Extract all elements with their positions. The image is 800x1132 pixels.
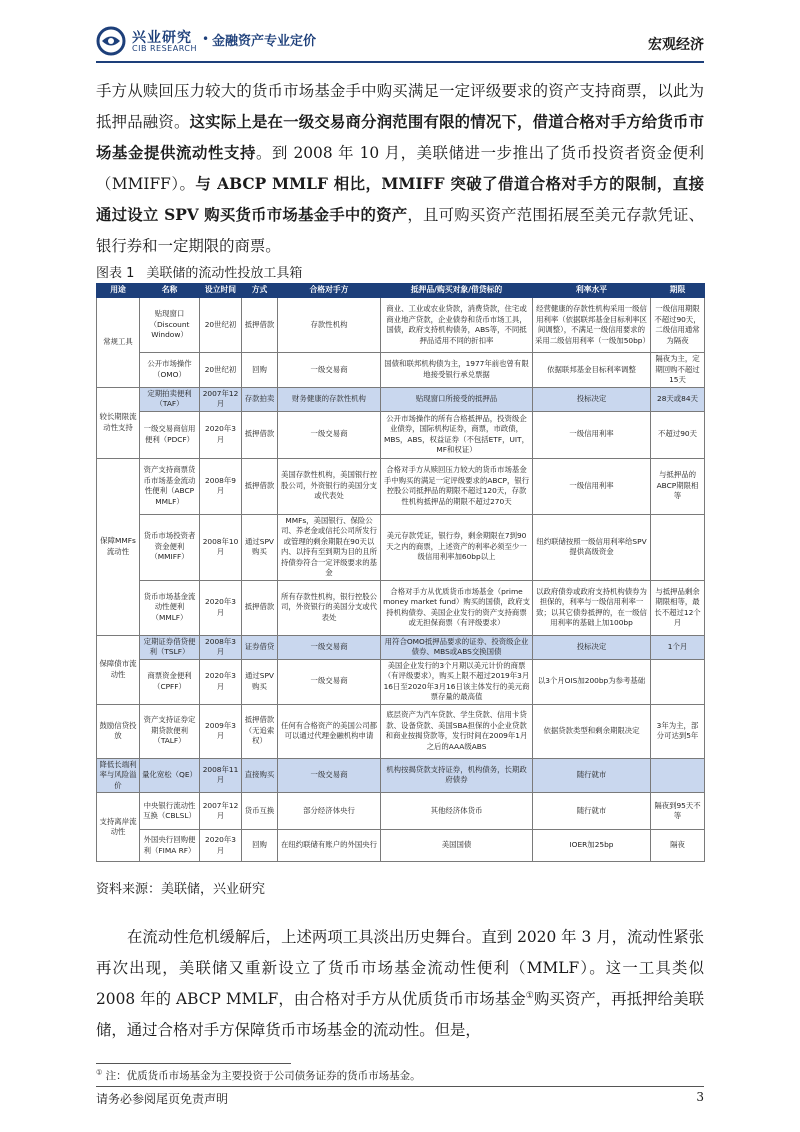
- table-cell: 2020年3月: [200, 580, 242, 635]
- section-name: 宏观经济: [648, 37, 704, 53]
- group-cell: 保障债市流动性: [97, 635, 140, 704]
- table-cell: 量化宽松（QE）: [140, 758, 200, 793]
- table-cell: 抵押借款（无追索权）: [242, 704, 278, 758]
- table-cell: 美国企业发行的3个月期以美元计价的商票（有评级要求），购买上限不超过2019年3月16日至2020年3月16日该主体发行的美元商票存量的最高值: [381, 659, 533, 704]
- table-cell: 2020年3月: [200, 659, 242, 704]
- para1-sentence-5: ，且可购买资产范围拓展至美元存款凭证、银行券和一定期限的商票。: [96, 206, 704, 255]
- table-cell: 在纽约联储有账户的外国央行: [278, 830, 381, 862]
- table-cell: 一级交易商: [278, 411, 381, 458]
- page-number: 3: [696, 1090, 704, 1104]
- para1-sentence-1: 手方从赎回压力较大的货币市场基金手中购买满足一定评级要求的资产支持商票，以此为抵押品融资。: [96, 82, 704, 131]
- para2-text-2: 购买资产，再抵押给美联储，通过合格对手方保障货币市场基金的流动性。但是，: [96, 990, 704, 1039]
- table-cell: 贴现窗口（Discount Window）: [140, 298, 200, 353]
- group-cell: 保障MMFs流动性: [97, 458, 140, 635]
- table-cell: 其他经济体货币: [381, 793, 533, 830]
- table-cell: 2007年12月: [200, 387, 242, 411]
- table-cell: [651, 659, 705, 704]
- table-cell: 隔夜: [651, 830, 705, 862]
- table-cell: 通过SPV购买: [242, 659, 278, 704]
- header-cell: 用途: [97, 284, 140, 298]
- fed-liquidity-tools-table: [96, 283, 705, 862]
- table-cell: 纽约联储按照一级信用利率给SPV提供高级资金: [533, 514, 651, 580]
- table-cell: 抵押借款: [242, 298, 278, 353]
- table-row: [97, 353, 705, 388]
- para1-bold-2: 与 ABCP MMLF 相比，MMIFF 突破了借道合格对手方的限制，直接通过设立 SPV 购买货币市场基金手中的资产: [96, 175, 704, 224]
- table-cell: 贴现窗口所接受的抵押品: [381, 387, 533, 411]
- table-cell: 与抵押品的ABCP期限相等: [651, 458, 705, 514]
- table-cell: 隔夜为主，定期回购不超过15天: [651, 353, 705, 388]
- header-tagline: 金融资产专业定价: [212, 34, 317, 49]
- table-cell: 定期拍卖便利（TAF）: [140, 387, 200, 411]
- group-cell: 常规工具: [97, 298, 140, 388]
- table-cell: 任何有合格资产的美国公司都可以通过代理金融机构申请: [278, 704, 381, 758]
- table-cell: 2008年9月: [200, 458, 242, 514]
- table-row: [97, 298, 705, 353]
- table-cell: 随行就市: [533, 793, 651, 830]
- table-cell: 抵押借款: [242, 411, 278, 458]
- table-cell: 20世纪初: [200, 298, 242, 353]
- table-cell: 20世纪初: [200, 353, 242, 388]
- table-cell: 美国存款性机构，美国银行控股公司，外资银行的美国分支或代表处: [278, 458, 381, 514]
- table-cell: 财务健康的存款性机构: [278, 387, 381, 411]
- header-rule: [96, 61, 704, 63]
- table-cell: 回购: [242, 830, 278, 862]
- table-cell: 存款性机构: [278, 298, 381, 353]
- table-cell: 以政府债券或政府支持机构债券为担保的，利率与一级信用利率一致；以其它债券抵押的，在一级信用利率的基础上加100bp: [533, 580, 651, 635]
- figure-number: 图表 1: [96, 266, 135, 281]
- table-cell: 商票资金便利（CPFF）: [140, 659, 200, 704]
- table-cell: 抵押借款: [242, 580, 278, 635]
- footnote-text: 注：优质货币市场基金为主要投资于公司债务证券的货币市场基金。: [102, 1070, 421, 1082]
- header-separator: •: [202, 32, 210, 46]
- table-row: [97, 387, 705, 411]
- table-cell: 投标决定: [533, 387, 651, 411]
- table-cell: 合格对手方从优质货币市场基金（prime money market fund）购买的国债，政府支持机构债券、美国企业发行的资产支持商票或无担保商票（有评级要求）: [381, 580, 533, 635]
- footer-rule: [96, 1086, 704, 1087]
- body-paragraph-2: [96, 922, 704, 1046]
- table-cell: 2020年3月: [200, 830, 242, 862]
- table-cell: 通过SPV购买: [242, 514, 278, 580]
- table-cell: 直接购买: [242, 758, 278, 793]
- brand-name: 兴业研究: [132, 30, 192, 46]
- table-cell: 底层资产为汽车贷款、学生贷款、信用卡贷款、设备贷款、美国SBA担保的小企业贷款和商业按揭贷款等，发行时间在2009年1月之后的AAA级ABS: [381, 704, 533, 758]
- table-row: [97, 830, 705, 862]
- table-cell: 一级交易商: [278, 635, 381, 659]
- table-cell: 2007年12月: [200, 793, 242, 830]
- table-cell: 随行就市: [533, 758, 651, 793]
- header-cell: 设立时间: [200, 284, 242, 298]
- table-cell: 一级信用利率: [533, 411, 651, 458]
- table-cell: 2020年3月: [200, 411, 242, 458]
- table-cell: 2009年3月: [200, 704, 242, 758]
- para1-bold-1: 这实际上是在一级交易商分润范围有限的情况下，借道合格对手方给货币市场基金提供流动性支持: [96, 113, 704, 162]
- disclaimer: 请务必参阅尾页免责声明: [96, 1092, 229, 1106]
- table-row: [97, 580, 705, 635]
- header-cell: 方式: [242, 284, 278, 298]
- table-cell: 28天或84天: [651, 387, 705, 411]
- table-cell: 一级交易商: [278, 353, 381, 388]
- table-cell: 中央银行流动性互换（CBLSL）: [140, 793, 200, 830]
- table-cell: 一级信用利率: [533, 458, 651, 514]
- footnote: [96, 1068, 421, 1083]
- table-cell: 1个月: [651, 635, 705, 659]
- header-cell: 利率水平: [533, 284, 651, 298]
- table-cell: 2008年11月: [200, 758, 242, 793]
- table-cell: 一级交易商: [278, 659, 381, 704]
- footnote-mark: ①: [96, 1068, 103, 1077]
- table-cell: 不超过90天: [651, 411, 705, 458]
- figure-title: 美联储的流动性投放工具箱: [146, 266, 303, 281]
- header-cell: 抵押品/购买对象/借贷标的: [381, 284, 533, 298]
- table-cell: 隔夜到95天不等: [651, 793, 705, 830]
- table-cell: 依据联邦基金目标利率调整: [533, 353, 651, 388]
- table-cell: 与抵押品剩余期限相等，最长不超过12个月: [651, 580, 705, 635]
- table-row: [97, 514, 705, 580]
- table-cell: 商业、工业或农业贷款，消费贷款，住宅或商业地产贷款，企业债券和货币市场工具，国债，政府支持机构债务，ABS等，不同抵押品适用不同的折扣率: [381, 298, 533, 353]
- table-cell: 美元存款凭证，银行券，剩余期限在7到90天之内的商票，上述资产的利率必须至少一级信用利率加60bp以上: [381, 514, 533, 580]
- table-header-row: [97, 284, 705, 298]
- table-cell: 2008年3月: [200, 635, 242, 659]
- table-cell: 以3个月OIS加200bp为参考基础: [533, 659, 651, 704]
- para1-sentence-3: 。到 2008 年 10 月，美联储进一步推出了货币投资者资金便利（MMIFF）。: [96, 144, 704, 193]
- table-cell: 美国国债: [381, 830, 533, 862]
- table-cell: IOER加25bp: [533, 830, 651, 862]
- table-row: [97, 758, 705, 793]
- table-row: [97, 659, 705, 704]
- table-cell: 用符合OMO抵押品要求的证券、投资级企业债券、MBS或ABS交换国债: [381, 635, 533, 659]
- table-row: [97, 635, 705, 659]
- table-cell: 一级信用期限不超过90天，二级信用通常为隔夜: [651, 298, 705, 353]
- table-row: [97, 411, 705, 458]
- table-cell: 一级交易商: [278, 758, 381, 793]
- table-cell: [651, 514, 705, 580]
- table-row: [97, 793, 705, 830]
- table-cell: 货币市场投资者资金便利（MMIFF）: [140, 514, 200, 580]
- cib-logo-icon: [96, 26, 126, 56]
- group-cell: 降低长端利率与风险溢价: [97, 758, 140, 793]
- source-note: 资料来源：美联储，兴业研究: [96, 882, 266, 897]
- table-cell: 一级交易商信用便利（PDCF）: [140, 411, 200, 458]
- table-cell: 存款拍卖: [242, 387, 278, 411]
- table-cell: 公开市场操作的所有合格抵押品，投资级企业债券，国际机构证券，商票，市政债，MBS，ABS，权益证券（不包括ETF，UIT，MF和权证）: [381, 411, 533, 458]
- table-cell: [651, 758, 705, 793]
- brand-name-en: CIB RESEARCH: [132, 44, 197, 53]
- table-cell: 资产支持证券定期贷款便利（TALF）: [140, 704, 200, 758]
- table-cell: 部分经济体央行: [278, 793, 381, 830]
- table-cell: 回购: [242, 353, 278, 388]
- table-cell: 机构按揭贷款支持证券，机构债务，长期政府债券: [381, 758, 533, 793]
- table-cell: 货币市场基金流动性便利（MMLF）: [140, 580, 200, 635]
- table-cell: 所有存款性机构，银行控股公司，外资银行的美国分支或代表处: [278, 580, 381, 635]
- figure-caption: [96, 262, 302, 281]
- page-header: [96, 26, 704, 60]
- table-cell: 投标决定: [533, 635, 651, 659]
- group-cell: 较长期限流动性支持: [97, 387, 140, 458]
- table-cell: 外国央行回购便利（FIMA RF）: [140, 830, 200, 862]
- table-cell: 抵押借款: [242, 458, 278, 514]
- table-cell: 经营健康的存款性机构采用一级信用利率（依据联邦基金目标利率区间调整），不满足一级信用要求的采用二级信用利率（一级加50bp）: [533, 298, 651, 353]
- table-cell: 合格对手方从赎回压力较大的货币市场基金手中购买的满足一定评级要求的ABCP，银行控股公司抵押品的期限不超过120天，存款性机构抵押品的期限不超过270天: [381, 458, 533, 514]
- header-cell: 期限: [651, 284, 705, 298]
- table-cell: 国债和联邦机构债为主，1977年前也曾有限地接受银行承兑票据: [381, 353, 533, 388]
- table-row: [97, 458, 705, 514]
- header-cell: 名称: [140, 284, 200, 298]
- header-cell: 合格对手方: [278, 284, 381, 298]
- table-cell: 证券借贷: [242, 635, 278, 659]
- table-cell: 2008年10月: [200, 514, 242, 580]
- table-cell: 依据贷款类型和剩余期限决定: [533, 704, 651, 758]
- group-cell: 支持离岸流动性: [97, 793, 140, 862]
- body-paragraph-1: [96, 76, 704, 262]
- table-cell: 资产支持商票货币市场基金流动性便利（ABCP MMLF）: [140, 458, 200, 514]
- table-cell: 公开市场操作（OMO）: [140, 353, 200, 388]
- group-cell: 鼓励信贷投放: [97, 704, 140, 758]
- table-cell: 3年为主，部分可达到5年: [651, 704, 705, 758]
- footnote-ref[interactable]: ①: [525, 990, 534, 1001]
- table-cell: MMFs，美国银行、保险公司、养老金或信托公司所发行或管理的剩余期限在90天以内、以持有至到期为目的且所持债券符合一定评级要求的基金: [278, 514, 381, 580]
- table-row: [97, 704, 705, 758]
- footnote-rule: [96, 1063, 291, 1064]
- table-cell: 定期证券借贷便利（TSLF）: [140, 635, 200, 659]
- table-cell: 货币互换: [242, 793, 278, 830]
- para2-text: 在流动性危机缓解后，上述两项工具淡出历史舞台。直到 2020 年 3 月，流动性紧张再次出现，美联储又重新设立了货币市场基金流动性便利（MMLF）。这一工具类似 2008 年的 ABCP MMLF，由合格对手方从优质货币市场基金: [96, 928, 704, 1008]
